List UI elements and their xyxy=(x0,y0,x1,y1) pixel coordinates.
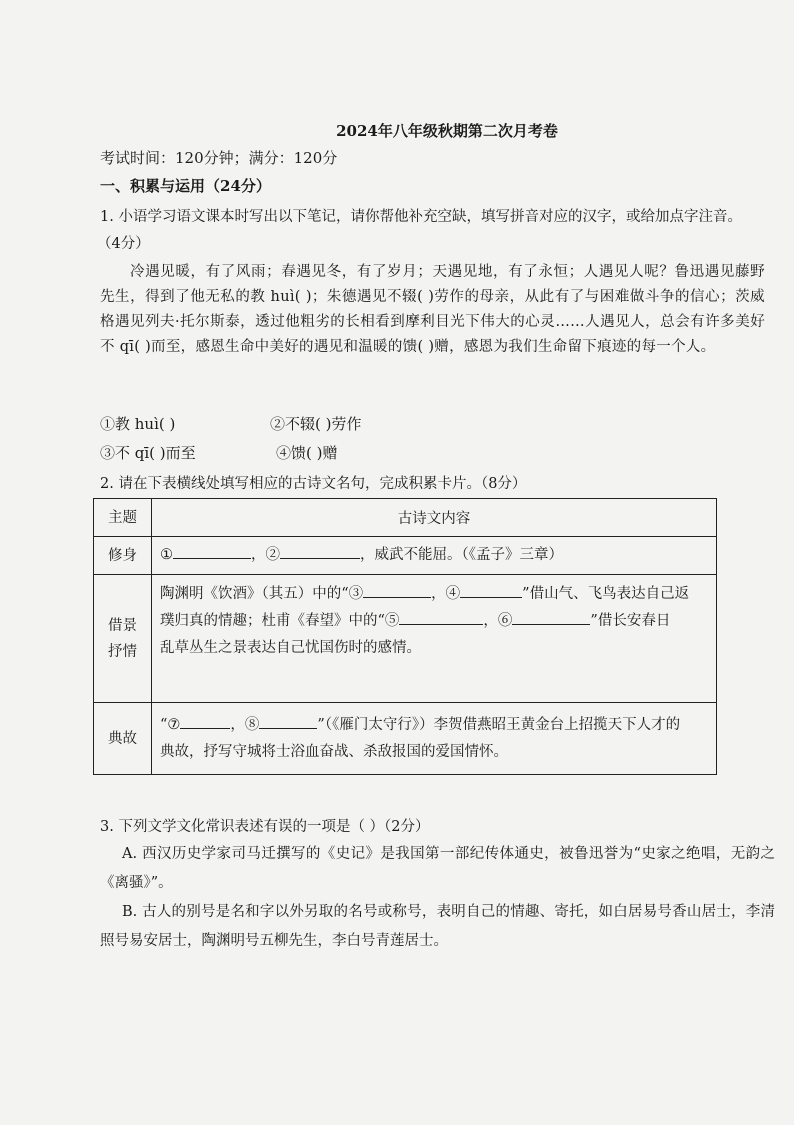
blank-7[interactable] xyxy=(180,712,230,729)
q3-option-a: A. 西汉历史学家司马迁撰写的《史记》是我国第一部纪传体通史，被鲁迅誉为“史家之绝唱，无韵之《离骚》”。 xyxy=(100,846,775,891)
exam-title: 2024年八年级秋期第二次月考卷 xyxy=(336,122,558,140)
table-header-row xyxy=(94,499,717,537)
blank-3[interactable] xyxy=(363,581,431,598)
row-content-xiushen: ① ，② ，威武不能屈。（《孟子》三章） xyxy=(152,537,717,575)
q1-option-3: ③不 qī( )而至 xyxy=(100,444,196,462)
row-label-diangu: 典故 xyxy=(94,703,152,775)
header-theme: 主题 xyxy=(94,499,152,537)
q3-option-b: B. 古人的别号是名和字以外另取的名号或称号，表明自己的情趣、寄托，如白居易号香山居士，李清照号易安居士，陶渊明号五柳先生，李白号青莲居士。 xyxy=(100,904,775,949)
q1-option-4: ④馈( )赠 xyxy=(276,444,338,462)
row-label-jiejing: 借景 抒情 xyxy=(94,575,152,703)
table-row-jiejing xyxy=(94,575,717,703)
q2-stem: 2. 请在下表横线处填写相应的古诗文名句，完成积累卡片。（8分） xyxy=(100,476,527,492)
table-row-xiushen xyxy=(94,537,717,575)
blank-6[interactable] xyxy=(512,608,590,625)
q1-score: （4分） xyxy=(97,236,150,252)
blank-4[interactable] xyxy=(460,581,522,598)
row-label-xiushen: 修身 xyxy=(94,537,152,575)
blank-2[interactable] xyxy=(280,542,360,559)
q3-stem: 3. 下列文学文化常识表述有误的一项是（ ）（2分） xyxy=(100,819,430,835)
header-content: 古诗文内容 xyxy=(152,499,717,537)
blank-8[interactable] xyxy=(259,712,317,729)
section-heading-1: 一、积累与运用（24分） xyxy=(100,177,271,195)
accumulation-card-table xyxy=(93,498,717,775)
q1-option-2: ②不辍( )劳作 xyxy=(270,415,362,433)
table-row-diangu xyxy=(94,703,717,775)
row-content-jiejing: 陶渊明《饮酒》（其五）中的“③ ，④ ”借山气、飞鸟表达自己返 璞归真的情趣；杜甫《春望》中的“⑤ ，⑥ ”借长安春日 乱草丛生之景表达自己忧国伤时的感情。 xyxy=(152,575,717,703)
q1-option-1: ①教 huì( ) xyxy=(100,415,176,433)
q1-passage: 冷遇见暖，有了风雨；春遇见冬，有了岁月；天遇见地，有了永恒；人遇见人呢？鲁迅遇见藤野先生，得到了他无私的教 huì( )；朱德遇见不辍( )劳作的母亲，从此有了与困难做斗争的信心；茨威格遇见列夫·托尔斯泰，透过他粗劣的长相看到摩利目光下伟大的心灵……人遇见人，总会有许多美好不 qī( )而至，感恩生命中美好的遇见和温暖的馈( )赠，感恩为我们生命留下痕迹的每一个人。 xyxy=(100,264,765,355)
exam-info: 考试时间：120分钟；满分：120分 xyxy=(100,149,338,167)
blank-5[interactable] xyxy=(399,608,483,625)
blank-1[interactable] xyxy=(173,542,251,559)
q1-stem: 1. 小语学习语文课本时写出以下笔记，请你帮他补充空缺，填写拼音对应的汉字，或给加点字注音。 xyxy=(100,209,742,225)
row-content-diangu: “⑦ ，⑧ ”（《雁门太守行》）李贺借燕昭王黄金台上招揽天下人才的 典故，抒写守城将士浴血奋战、杀敌报国的爱国情怀。 xyxy=(152,703,717,775)
